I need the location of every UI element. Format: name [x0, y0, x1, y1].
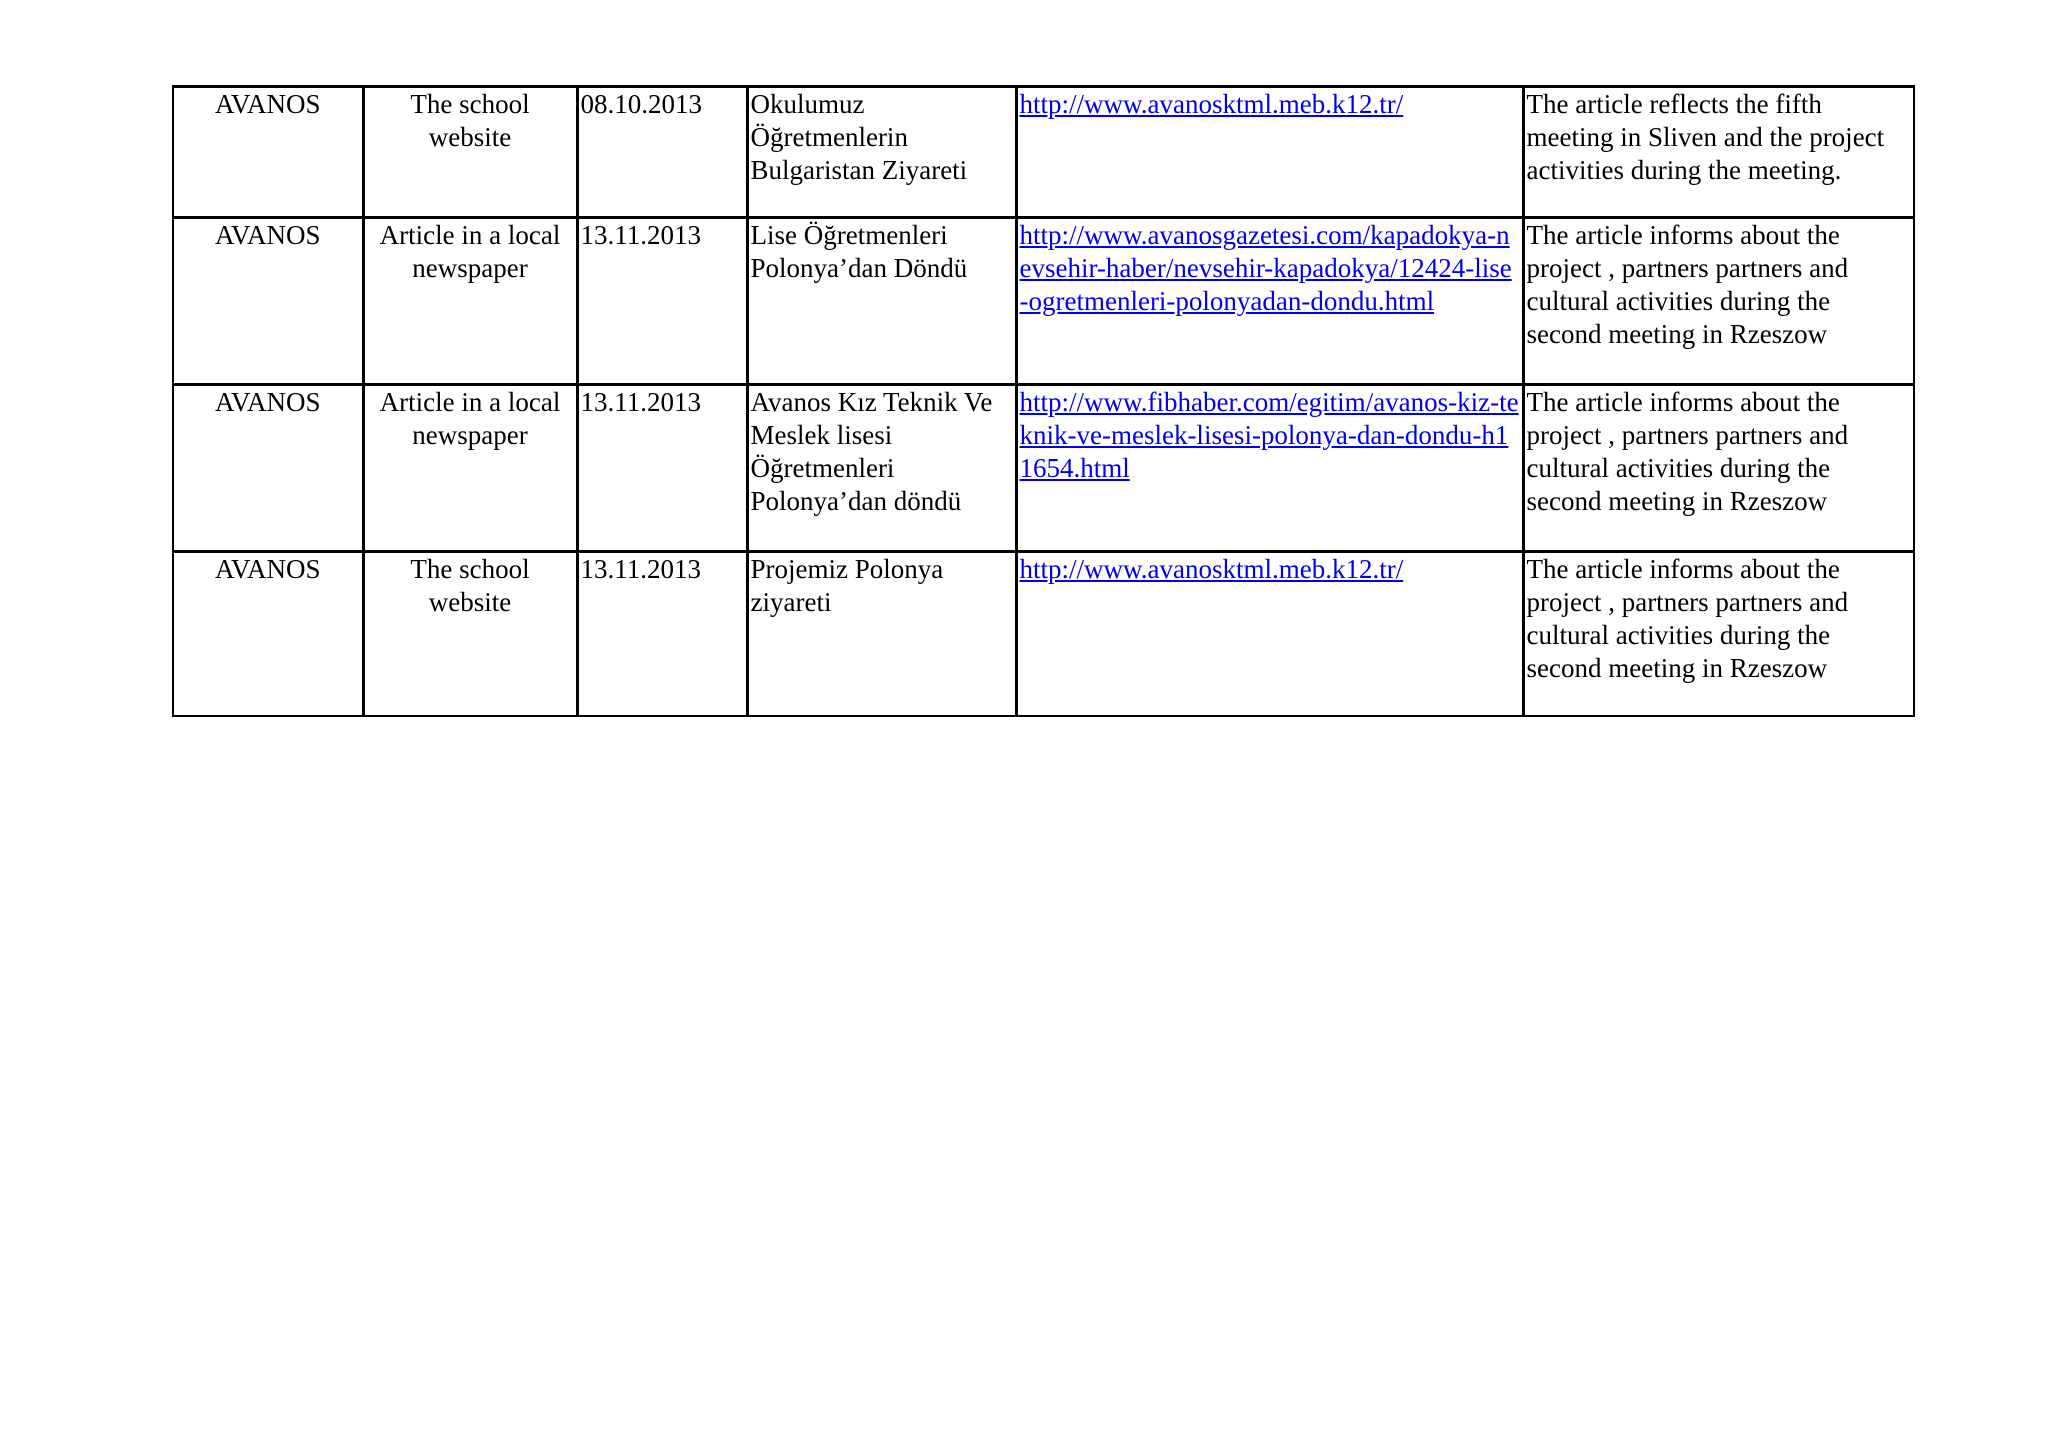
table-row: [173, 87, 1914, 218]
school-cell: AVANOS: [173, 87, 363, 218]
article-title-cell: Okulumuz Öğretmenlerin Bulgaristan Ziyareti: [747, 87, 1016, 218]
date-cell: 13.11.2013: [577, 552, 747, 717]
publicity-table: [172, 85, 1915, 717]
description-cell: The article informs about the project , partners partners and cultural activities during the second meeting in Rzeszow: [1523, 385, 1914, 552]
media-type-cell: Article in a local newspaper: [363, 218, 577, 385]
link-cell: [1016, 552, 1523, 717]
article-link[interactable]: http://www.avanosktml.meb.k12.tr/: [1019, 554, 1404, 584]
media-type-cell: Article in a local newspaper: [363, 385, 577, 552]
link-cell: [1016, 87, 1523, 218]
article-title-cell: Lise Öğretmenleri Polonya’dan Döndü: [747, 218, 1016, 385]
table-row: [173, 385, 1914, 552]
school-cell: AVANOS: [173, 385, 363, 552]
link-cell: [1016, 218, 1523, 385]
article-title-cell: Avanos Kız Teknik Ve Meslek lisesi Öğretmenleri Polonya’dan döndü: [747, 385, 1016, 552]
article-link[interactable]: http://www.fibhaber.com/egitim/avanos-kiz-teknik-ve-meslek-lisesi-polonya-dan-dondu-h11654.html: [1019, 387, 1519, 483]
media-type-cell: The school website: [363, 87, 577, 218]
article-link[interactable]: http://www.avanosktml.meb.k12.tr/: [1019, 89, 1404, 119]
description-cell: The article informs about the project , partners partners and cultural activities during the second meeting in Rzeszow: [1523, 218, 1914, 385]
article-title-cell: Projemiz Polonya ziyareti: [747, 552, 1016, 717]
school-cell: AVANOS: [173, 218, 363, 385]
date-cell: 08.10.2013: [577, 87, 747, 218]
description-cell: The article informs about the project , partners partners and cultural activities during the second meeting in Rzeszow: [1523, 552, 1914, 717]
description-cell: The article reflects the fifth meeting in Sliven and the project activities during the meeting.: [1523, 87, 1914, 218]
date-cell: 13.11.2013: [577, 218, 747, 385]
article-link[interactable]: http://www.avanosgazetesi.com/kapadokya-nevsehir-haber/nevsehir-kapadokya/12424-lise-ogretmenleri-polonyadan-dondu.html: [1019, 220, 1512, 316]
link-cell: [1016, 385, 1523, 552]
school-cell: AVANOS: [173, 552, 363, 717]
media-type-cell: The school website: [363, 552, 577, 717]
table-row: [173, 218, 1914, 385]
date-cell: 13.11.2013: [577, 385, 747, 552]
table-row: [173, 552, 1914, 717]
